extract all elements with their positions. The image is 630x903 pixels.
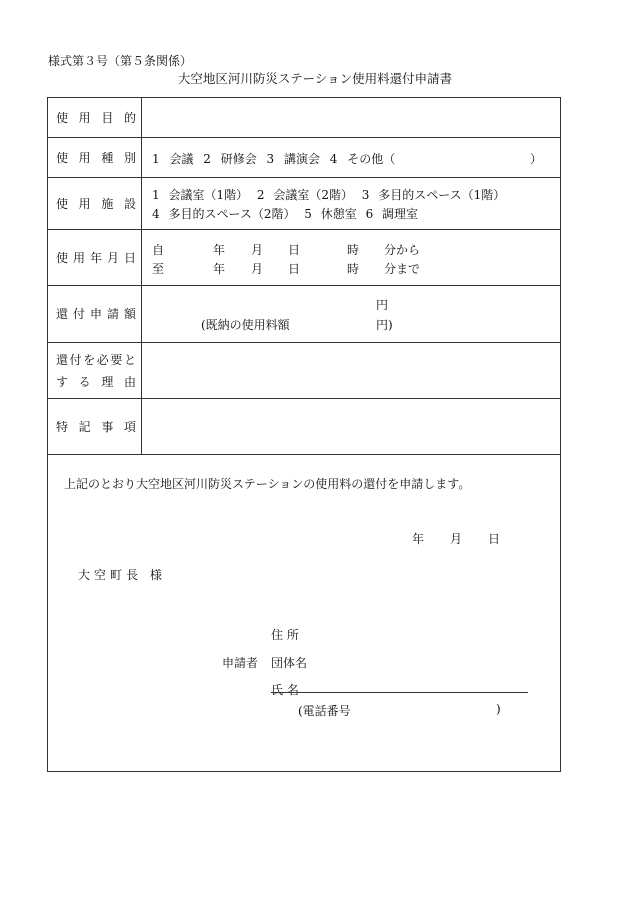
facility-options-line2[interactable]: 4 多目的スペース（2階） 5 休憩室 6 調理室 [152,207,419,221]
notes-label: 特記事項 [56,419,136,434]
date-from-year: 年 [213,243,226,257]
phone-number-close: ) [496,702,501,716]
name-label: 氏 名 [271,683,299,697]
application-date-year: 年 [412,532,425,546]
application-date-day: 日 [488,532,501,546]
date-from-hour: 時 [347,243,360,257]
group-name-label: 団体名 [271,656,308,670]
date-from-prefix: 自 [152,243,165,257]
date-to-suffix: 分まで [384,262,421,276]
purpose-label: 使用目的 [56,110,136,125]
facility-options-line1[interactable]: 1 会議室（1階） 2 会議室（2階） 3 多目的スペース（1階） [152,188,506,202]
reason-label-line1: 還付を必要と [56,352,136,367]
date-to-year: 年 [213,262,226,276]
application-date-month: 月 [450,532,463,546]
form-number: 様式第３号（第５条関係） [48,54,193,68]
row-purpose [48,98,560,138]
refund-yen-unit: 円 [376,298,389,312]
facility-label: 使用施設 [56,196,136,211]
form-title: 大空地区河川防災ステーション使用料還付申請書 [177,71,453,86]
row-facility [48,178,560,230]
date-to-month: 月 [251,262,264,276]
name-underline[interactable] [271,692,528,693]
date-to-prefix: 至 [152,262,165,276]
date-to-hour: 時 [347,262,360,276]
notes-field[interactable] [142,399,560,454]
date-to-day: 日 [288,262,301,276]
type-options[interactable]: 1 会議 2 研修会 3 講演会 4 その他（ [152,152,396,166]
date-from-day: 日 [288,243,301,257]
addressee: 大空町長 様 [78,568,166,582]
declaration-statement: 上記のとおり大空地区河川防災ステーションの使用料の還付を申請します。 [64,477,471,491]
application-date [412,530,500,547]
date-from-suffix: 分から [384,243,421,257]
type-other-close: ） [530,152,543,166]
date-label: 使用年月日 [56,250,136,265]
date-from-month: 月 [251,243,264,257]
paid-amount-prefix: (既納の使用料額 [201,318,290,332]
phone-number-label: (電話番号 [298,704,351,718]
row-reason [48,343,560,399]
refund-amount-label: 還付申請額 [56,307,136,321]
purpose-field[interactable] [142,98,560,137]
row-notes [48,399,560,455]
applicant-label: 申請者 [222,656,259,670]
address-label: 住 所 [271,628,299,642]
paid-amount-suffix: 円) [376,318,393,332]
type-label: 使用種別 [56,150,136,165]
reason-label-line2: する理由 [56,374,136,389]
row-type [48,138,560,178]
row-refund-amount [48,286,560,343]
reason-field[interactable] [142,343,560,398]
row-date [48,230,560,286]
